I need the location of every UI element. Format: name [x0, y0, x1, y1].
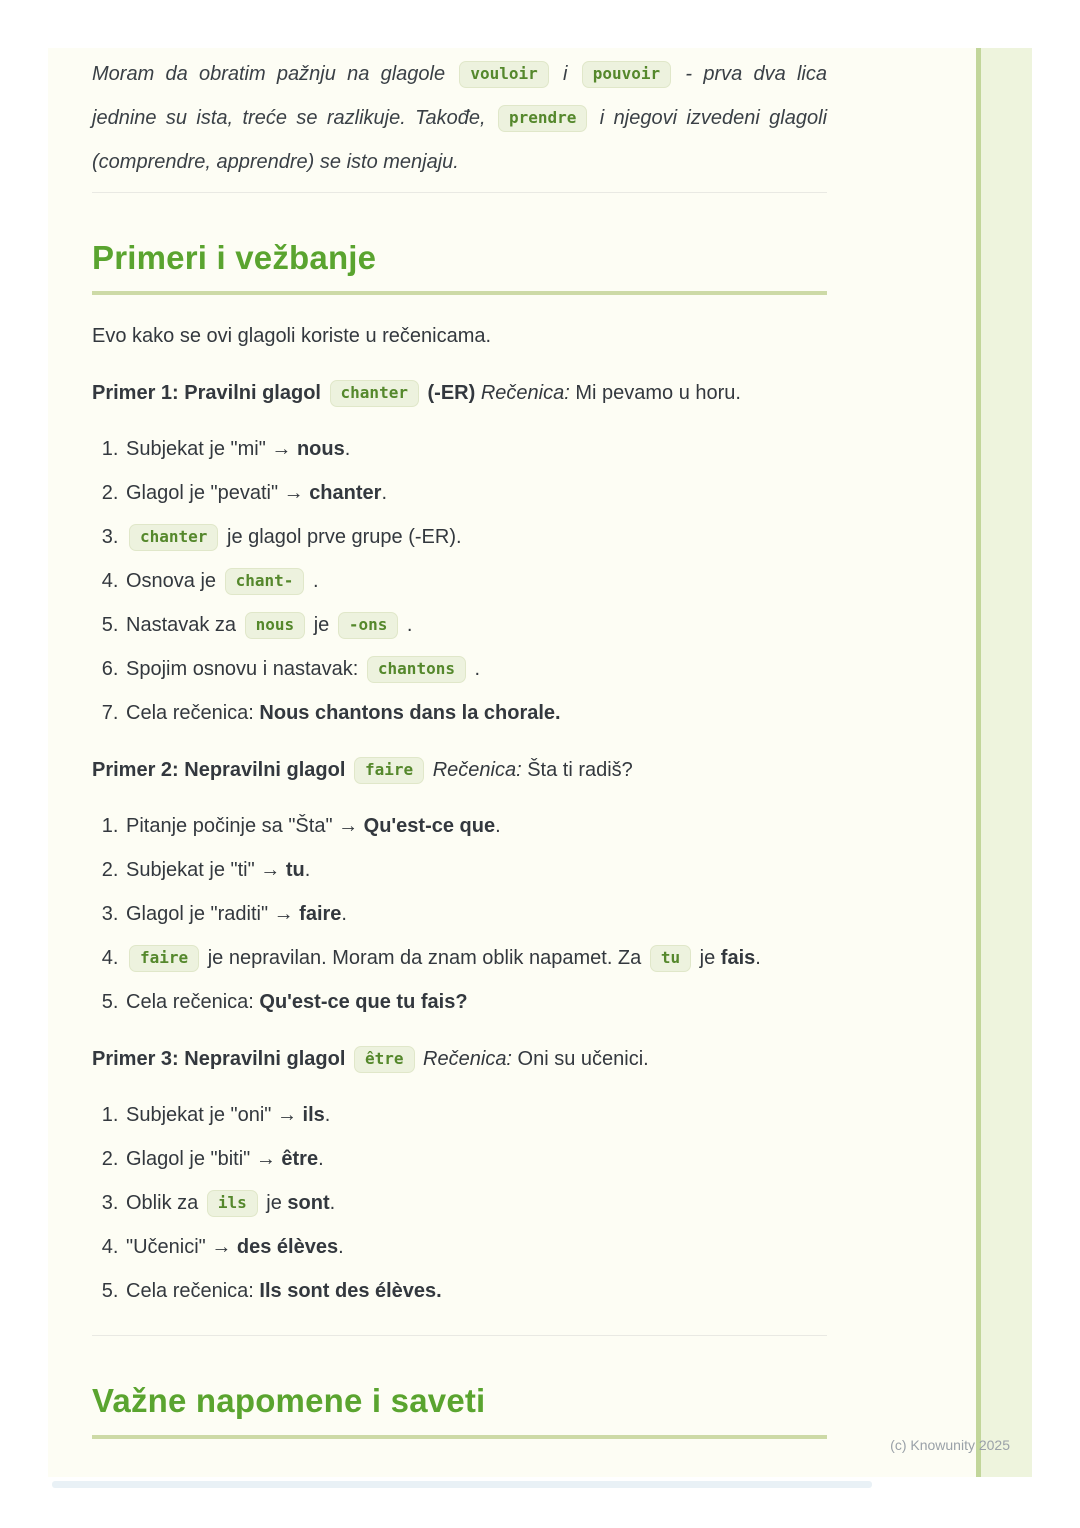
code-chip: chanter — [330, 380, 419, 407]
code-chip: tu — [650, 945, 691, 972]
text-segment: . — [304, 859, 311, 882]
code-chip: être — [354, 1046, 415, 1073]
list-item — [124, 812, 827, 840]
intro-paragraph — [92, 52, 827, 184]
list-item — [124, 655, 827, 683]
lead-paragraph: Evo kako se ovi glagoli koriste u rečenicama. — [92, 325, 492, 348]
text-segment: Oblik za — [126, 1192, 204, 1215]
text-segment: je nepravilan. Moram da znam oblik napamet. Za — [202, 947, 647, 970]
text-segment: ils — [302, 1104, 325, 1127]
list-item — [124, 856, 827, 884]
text-segment: Mi pevamo u horu. — [569, 382, 741, 405]
text-segment: Glagol je "pevati" → — [126, 482, 310, 505]
list-item — [124, 1101, 827, 1129]
code-chip: pouvoir — [582, 61, 671, 88]
text-segment: Primer 1: Pravilni glagol — [92, 382, 327, 405]
text-segment: Moram da obratim pažnju na glagole — [92, 63, 457, 85]
text-segment: fais — [720, 947, 756, 970]
code-chip: chant- — [225, 568, 305, 595]
text-segment: je glagol prve grupe (-ER). — [221, 526, 462, 549]
example-3-title — [92, 1044, 827, 1075]
section-heading-primeri-i-vezbanje: Primeri i vežbanje — [92, 237, 827, 295]
text-segment: Osnova je — [126, 570, 222, 593]
list-item — [124, 567, 827, 595]
text-segment: Šta ti radiš? — [521, 759, 633, 782]
text-segment: Rečenica: — [417, 1048, 512, 1071]
list-item — [124, 1233, 827, 1261]
text-segment: Subjekat je "oni" → — [126, 1104, 303, 1127]
text-segment: nous — [296, 438, 345, 461]
code-chip: faire — [354, 757, 424, 784]
text-segment: i — [551, 63, 579, 85]
section-heading-vazne-napomene: Važne napomene i saveti — [92, 1380, 827, 1438]
text-segment: . — [401, 614, 413, 637]
text-segment: . — [468, 658, 481, 681]
text-segment: . — [381, 482, 387, 505]
text-segment: je — [308, 614, 335, 637]
text-segment: je — [260, 1192, 288, 1215]
code-chip: chanter — [129, 524, 218, 551]
text-segment: Rečenica: — [480, 382, 570, 405]
code-chip: faire — [129, 945, 199, 972]
section-divider — [92, 1335, 827, 1336]
text-segment: Pitanje počinje sa "Šta" → — [126, 815, 364, 838]
text-segment: Qu'est-ce que tu fais? — [259, 991, 468, 1014]
text-segment: i njegovi izvedeni glagoli (comprendre, apprendre) se isto menjaju. — [92, 107, 828, 173]
section-divider — [92, 192, 827, 193]
text-segment: "Učenici" → — [126, 1236, 237, 1259]
text-segment: Cela rečenica: — [126, 991, 260, 1014]
text-segment: Rečenica: — [427, 759, 522, 782]
text-segment: . — [338, 1236, 344, 1259]
text-segment: . — [318, 1148, 324, 1171]
list-item — [124, 944, 827, 972]
watermark: (c) Knowunity 2025 — [890, 1437, 1010, 1453]
example-3-steps — [92, 1101, 827, 1305]
text-segment: Glagol je "raditi" → — [126, 903, 300, 926]
text-segment: Ils sont des élèves. — [259, 1280, 442, 1303]
code-chip: nous — [245, 612, 306, 639]
text-segment: . — [324, 1104, 331, 1127]
code-chip: prendre — [498, 105, 587, 132]
example-1-title — [92, 378, 827, 409]
text-segment: Subjekat je "ti" → — [126, 859, 286, 882]
text-segment: . — [495, 815, 501, 838]
list-item — [124, 435, 827, 463]
text-segment: . — [341, 903, 347, 926]
text-segment: . — [344, 438, 351, 461]
text-segment: . — [329, 1192, 336, 1215]
text-segment: Glagol je "biti" → — [126, 1148, 282, 1171]
text-segment: . — [755, 947, 761, 970]
right-accent-strip — [976, 48, 1032, 1477]
text-segment: être — [281, 1148, 319, 1171]
text-segment: Nous chantons dans la chorale. — [259, 702, 561, 725]
code-chip: chantons — [367, 656, 466, 683]
document-page — [48, 48, 1032, 1477]
text-segment: (-ER) — [421, 382, 481, 405]
code-chip: -ons — [338, 612, 399, 639]
example-2-steps — [92, 812, 827, 1016]
text-segment: Oni su učenici. — [512, 1048, 649, 1071]
text-segment: Nastavak za — [126, 614, 242, 637]
text-segment: faire — [299, 903, 342, 926]
list-item — [124, 988, 827, 1016]
code-chip: ils — [207, 1190, 258, 1217]
text-segment: tu — [285, 859, 305, 882]
text-segment: Primer 3: Nepravilni glagol — [92, 1048, 351, 1071]
text-segment: Primer 2: Nepravilni glagol — [92, 759, 351, 782]
text-segment: Cela rečenica: — [126, 702, 260, 725]
list-item — [124, 479, 827, 507]
document-content — [92, 48, 827, 1439]
list-item — [124, 523, 827, 551]
page-break-shadow — [52, 1481, 872, 1488]
text-segment: sont — [287, 1192, 330, 1215]
list-item — [124, 900, 827, 928]
example-2-title — [92, 755, 827, 786]
list-item — [124, 699, 827, 727]
list-item — [124, 1189, 827, 1217]
text-segment: . — [307, 570, 319, 593]
list-item — [124, 1145, 827, 1173]
text-segment: je — [694, 947, 721, 970]
code-chip: vouloir — [459, 61, 548, 88]
text-segment: Cela rečenica: — [126, 1280, 260, 1303]
text-segment: Qu'est-ce que — [363, 815, 496, 838]
list-item — [124, 1277, 827, 1305]
example-1-steps — [92, 435, 827, 727]
text-segment: chanter — [309, 482, 382, 505]
text-segment: Spojim osnovu i nastavak: — [126, 658, 364, 681]
text-segment: Subjekat je "mi" → — [126, 438, 297, 461]
list-item — [124, 611, 827, 639]
text-segment: - prva dva lica jednine su ista, treće se razlikuje. Takođe, — [92, 63, 827, 129]
text-segment: des élèves — [236, 1236, 339, 1259]
